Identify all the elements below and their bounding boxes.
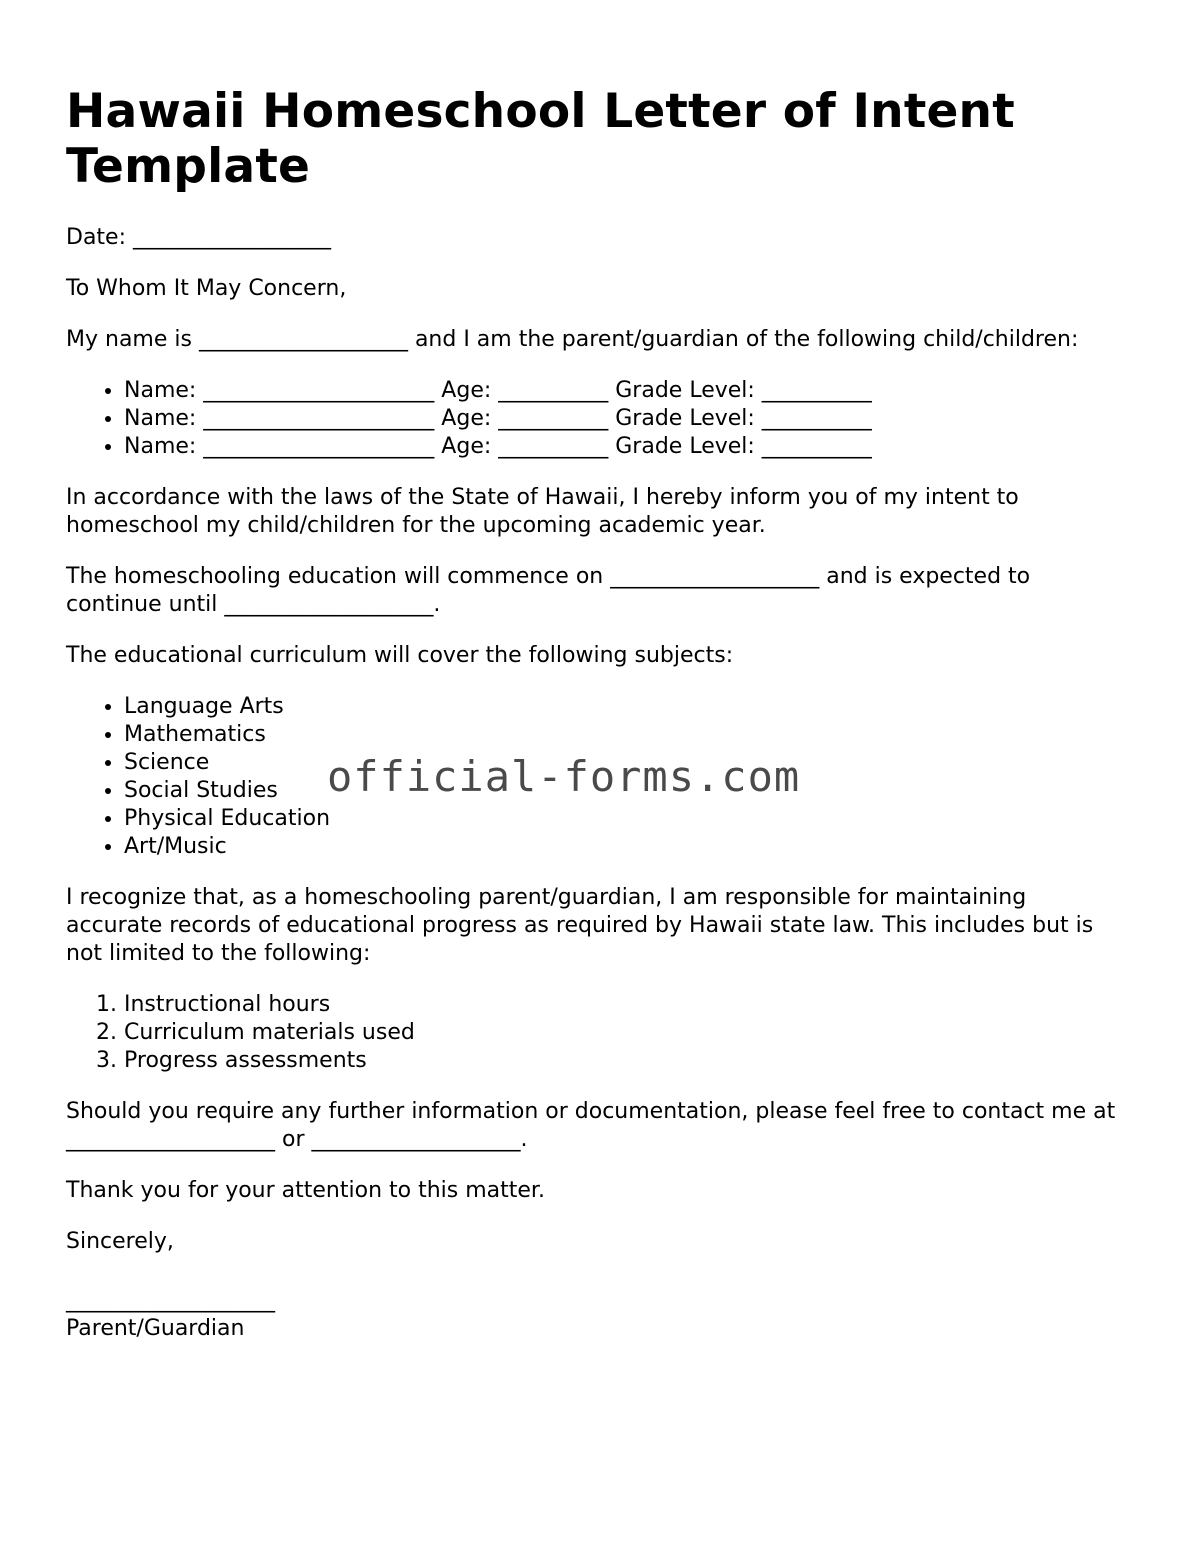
thanks-line: Thank you for your attention to this matter. [66, 1178, 545, 1203]
records-paragraph: I recognize that, as a homeschooling parent/guardian, I am responsible for maintaining accurate records of educational progress as required by Hawaii state law. This includes but is not limited to the following: [66, 885, 1094, 966]
curriculum-intro: The educational curriculum will cover the following subjects: [66, 643, 734, 668]
record-item: 2. Curriculum materials used [124, 1019, 1126, 1047]
contact-paragraph: Should you require any further information or documentation, please feel free to contact me at ___________________ or ___________________. [66, 1099, 1116, 1152]
subject-item: • Language Arts [124, 693, 1126, 721]
intent-paragraph: In accordance with the laws of the State of Hawaii, I hereby inform you of my intent to homeschool my child/children for the upcoming academic year. [66, 485, 1019, 538]
subject-item: • Mathematics [124, 721, 1126, 749]
signature-line: ___________________ [66, 1288, 275, 1313]
subject-item: • Physical Education [124, 805, 1126, 833]
child-entry: • Name: _____________________ Age: __________ Grade Level: __________ [124, 377, 1126, 405]
subject-item: • Science [124, 749, 1126, 777]
records-list [66, 991, 1126, 1075]
children-list [66, 377, 1126, 461]
letter-document [66, 84, 1126, 1343]
subject-item: • Social Studies [124, 777, 1126, 805]
record-item: 1. Instructional hours [124, 991, 1126, 1019]
signature-label: Parent/Guardian [66, 1316, 245, 1341]
dates-paragraph: The homeschooling education will commence on ___________________ and is expected to continue until ___________________. [66, 564, 1031, 617]
record-item: 3. Progress assessments [124, 1047, 1126, 1075]
page-title: Hawaii Homeschool Letter of Intent Template [66, 84, 1015, 194]
closing-line: Sincerely, [66, 1229, 174, 1254]
child-entry: • Name: _____________________ Age: __________ Grade Level: __________ [124, 433, 1126, 461]
salutation: To Whom It May Concern, [66, 276, 347, 301]
date-line: Date: __________________ [66, 225, 331, 250]
subject-item: • Art/Music [124, 833, 1126, 861]
child-entry: • Name: _____________________ Age: __________ Grade Level: __________ [124, 405, 1126, 433]
watermark-text: official-forms.com [327, 752, 801, 801]
intro-paragraph: My name is ___________________ and I am the parent/guardian of the following child/children: [66, 327, 1079, 352]
